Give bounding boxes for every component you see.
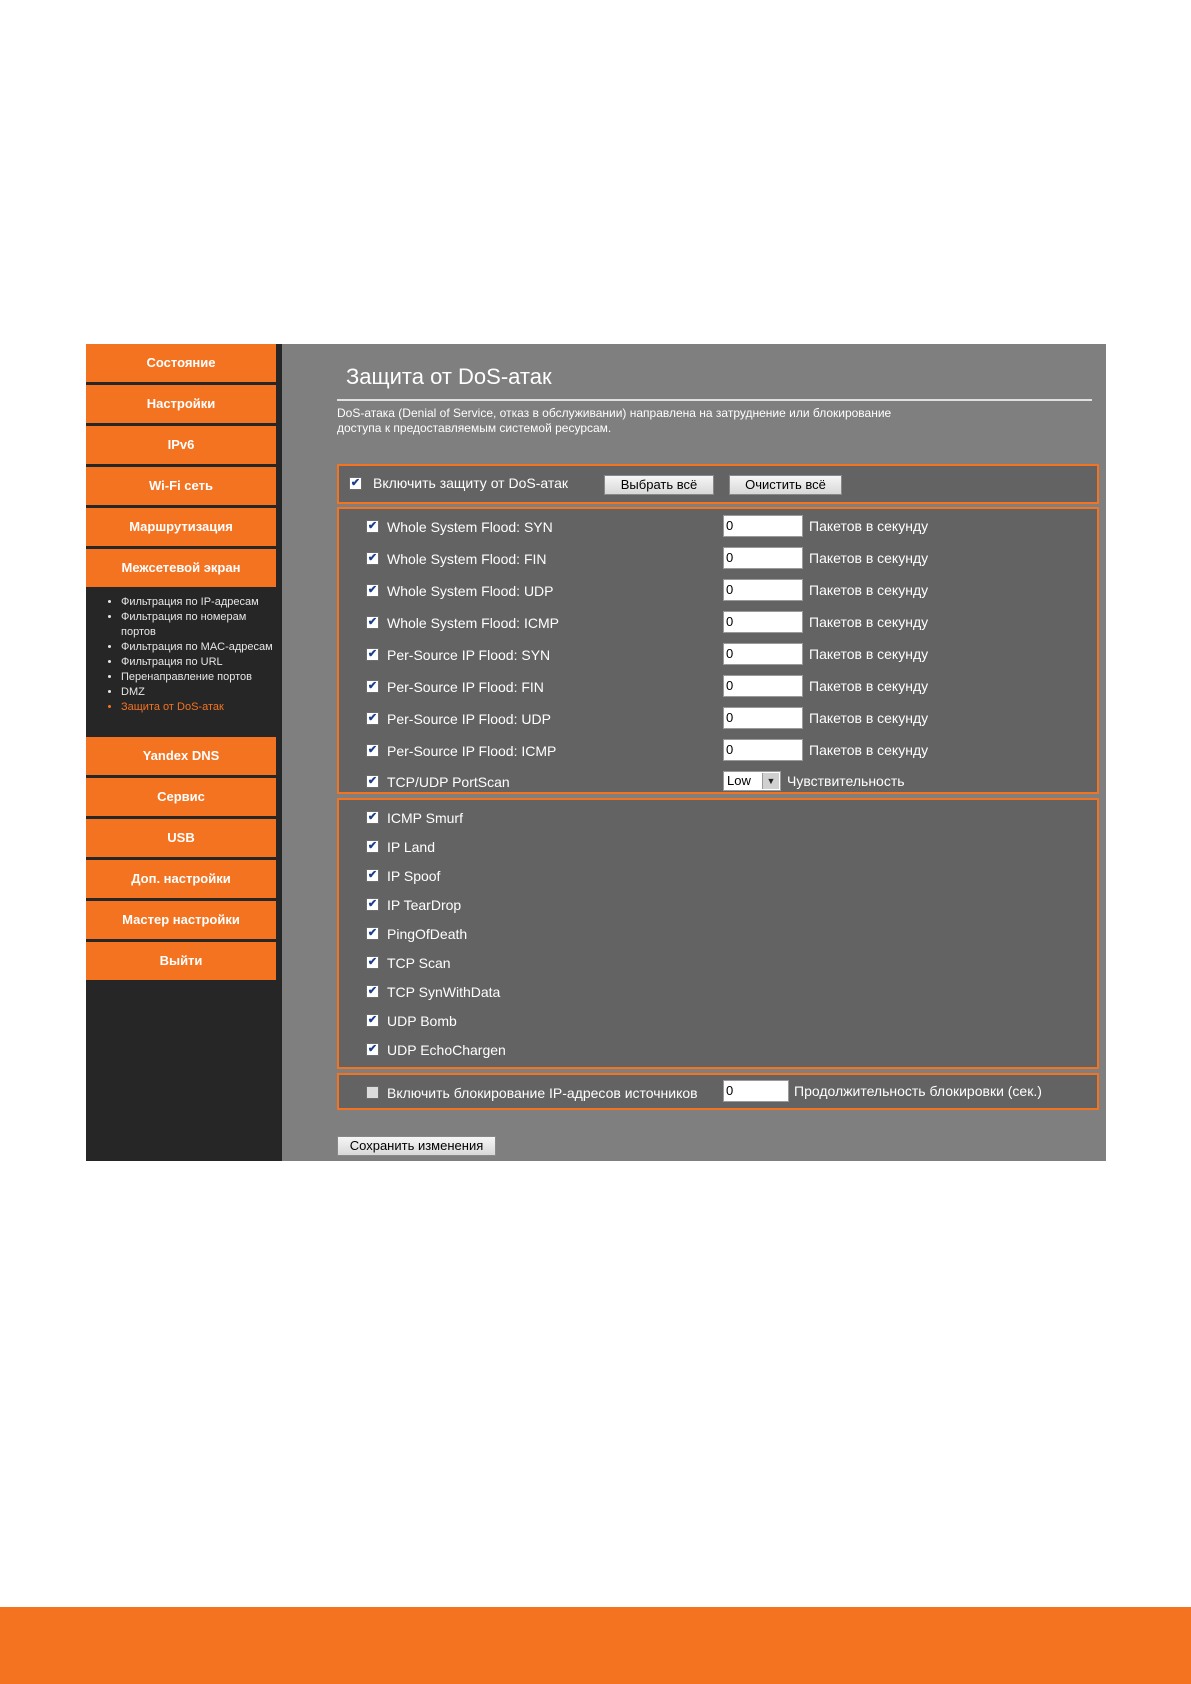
portscan-checkbox[interactable]: ✔ bbox=[367, 775, 378, 787]
enable-section bbox=[337, 464, 1099, 504]
nav-firewall[interactable]: Межсетевой экран bbox=[86, 549, 276, 587]
save-button[interactable]: Сохранить изменения bbox=[337, 1136, 496, 1156]
flood-unit-label: Пакетов в секунду bbox=[809, 646, 929, 662]
submenu-url-filter[interactable]: • Фильтрация по URL bbox=[121, 655, 282, 670]
flood-rate-input[interactable]: 0 bbox=[723, 547, 803, 569]
flood-checkbox[interactable]: ✔ bbox=[367, 712, 378, 724]
nav-wifi[interactable]: Wi-Fi сеть bbox=[86, 467, 276, 505]
block-ip-label: Включить блокирование IP-адресов источников bbox=[387, 1085, 698, 1101]
flood-label: Per-Source IP Flood: SYN bbox=[387, 647, 551, 663]
attack-label: UDP EchoChargen bbox=[387, 1042, 506, 1058]
router-admin-screenshot bbox=[86, 344, 1106, 1161]
attack-label: IP Land bbox=[387, 839, 436, 855]
submenu-port-filter[interactable]: • Фильтрация по номерам портов bbox=[121, 610, 282, 640]
attack-checkbox[interactable]: ✔ bbox=[367, 869, 378, 881]
attack-label: TCP SynWithData bbox=[387, 984, 501, 1000]
select-all-button[interactable]: Выбрать всё bbox=[604, 475, 714, 495]
nav-usb[interactable]: USB bbox=[86, 819, 276, 857]
submenu-port-forwarding[interactable]: • Перенаправление портов bbox=[121, 670, 282, 685]
flood-checkbox[interactable]: ✔ bbox=[367, 744, 378, 756]
page-title: Защита от DoS-атак bbox=[346, 364, 552, 389]
flood-label: Per-Source IP Flood: UDP bbox=[387, 711, 551, 727]
firewall-submenu bbox=[86, 595, 282, 715]
page-description: DoS-атака (Denial of Service, отказ в обслуживании) направлена на затруднение или блокирование доступа к предоставляемым системой ресурсам. bbox=[337, 406, 892, 435]
flood-checkbox[interactable]: ✔ bbox=[367, 616, 378, 628]
attack-checkbox[interactable]: ✔ bbox=[367, 1043, 378, 1055]
submenu-ip-filter[interactable]: • Фильтрация по IP-адресам bbox=[121, 595, 282, 610]
attack-checkbox[interactable]: ✔ bbox=[367, 898, 378, 910]
clear-all-button[interactable]: Очистить всё bbox=[729, 475, 842, 495]
nav-wizard[interactable]: Мастер настройки bbox=[86, 901, 276, 939]
nav-advanced[interactable]: Доп. настройки bbox=[86, 860, 276, 898]
flood-rate-input[interactable]: 0 bbox=[723, 739, 803, 761]
nav-logout[interactable]: Выйти bbox=[86, 942, 276, 980]
attack-section bbox=[337, 798, 1099, 1069]
flood-unit-label: Пакетов в секунду bbox=[809, 614, 929, 630]
enable-dos-checkbox[interactable]: ✔ bbox=[350, 477, 361, 489]
flood-checkbox[interactable]: ✔ bbox=[367, 680, 378, 692]
attack-label: IP Spoof bbox=[387, 868, 441, 884]
attack-label: PingOfDeath bbox=[387, 926, 468, 942]
block-duration-label: Продолжительность блокировки (сек.) bbox=[794, 1083, 1042, 1099]
flood-checkbox[interactable]: ✔ bbox=[367, 648, 378, 660]
attack-label: ICMP Smurf bbox=[387, 810, 463, 826]
flood-label: Whole System Flood: SYN bbox=[387, 519, 553, 535]
flood-label: Whole System Flood: ICMP bbox=[387, 615, 559, 631]
attack-label: IP TearDrop bbox=[387, 897, 462, 913]
flood-unit-label: Пакетов в секунду bbox=[809, 582, 929, 598]
flood-rate-input[interactable]: 0 bbox=[723, 515, 803, 537]
nav-yandex-dns[interactable]: Yandex DNS bbox=[86, 737, 276, 775]
footer-bar bbox=[0, 1607, 1191, 1684]
attack-checkbox[interactable]: ✔ bbox=[367, 811, 378, 823]
attack-checkbox[interactable]: ✔ bbox=[367, 985, 378, 997]
enable-dos-label: Включить защиту от DoS-атак bbox=[373, 475, 569, 491]
main-panel bbox=[282, 344, 1106, 1161]
flood-checkbox[interactable]: ✔ bbox=[367, 552, 378, 564]
attack-checkbox[interactable]: ✔ bbox=[367, 927, 378, 939]
flood-unit-label: Пакетов в секунду bbox=[809, 742, 929, 758]
sidebar bbox=[86, 344, 282, 1161]
flood-checkbox[interactable]: ✔ bbox=[367, 584, 378, 596]
portscan-sensitivity-select[interactable] bbox=[723, 771, 781, 791]
block-section bbox=[337, 1073, 1099, 1110]
flood-rate-input[interactable]: 0 bbox=[723, 579, 803, 601]
attack-checkbox[interactable]: ✔ bbox=[367, 840, 378, 852]
nav-ipv6[interactable]: IPv6 bbox=[86, 426, 276, 464]
flood-unit-label: Пакетов в секунду bbox=[809, 518, 929, 534]
flood-rate-input[interactable]: 0 bbox=[723, 643, 803, 665]
submenu-dmz[interactable]: • DMZ bbox=[121, 685, 282, 700]
attack-label: TCP Scan bbox=[387, 955, 451, 971]
flood-rate-input[interactable]: 0 bbox=[723, 675, 803, 697]
flood-checkbox[interactable]: ✔ bbox=[367, 520, 378, 532]
flood-unit-label: Пакетов в секунду bbox=[809, 678, 929, 694]
flood-label: Per-Source IP Flood: FIN bbox=[387, 679, 544, 695]
flood-label: Whole System Flood: FIN bbox=[387, 551, 547, 567]
portscan-selected-value: Low bbox=[727, 773, 751, 788]
attack-checkbox[interactable]: ✔ bbox=[367, 1014, 378, 1026]
flood-rate-input[interactable]: 0 bbox=[723, 707, 803, 729]
flood-unit-label: Пакетов в секунду bbox=[809, 550, 929, 566]
submenu-mac-filter[interactable]: • Фильтрация по MAC-адресам bbox=[121, 640, 282, 655]
portscan-unit-label: Чувствительность bbox=[787, 773, 905, 789]
title-divider bbox=[337, 399, 1092, 401]
flood-unit-label: Пакетов в секунду bbox=[809, 710, 929, 726]
flood-label: Whole System Flood: UDP bbox=[387, 583, 554, 599]
nav-service[interactable]: Сервис bbox=[86, 778, 276, 816]
nav-settings[interactable]: Настройки bbox=[86, 385, 276, 423]
flood-rate-input[interactable]: 0 bbox=[723, 611, 803, 633]
attack-checkbox[interactable]: ✔ bbox=[367, 956, 378, 968]
flood-section bbox=[337, 507, 1099, 794]
flood-label: Per-Source IP Flood: ICMP bbox=[387, 743, 557, 759]
chevron-down-icon[interactable]: ▼ bbox=[762, 773, 779, 789]
portscan-label: TCP/UDP PortScan bbox=[387, 774, 510, 790]
attack-label: UDP Bomb bbox=[387, 1013, 457, 1029]
block-ip-checkbox[interactable] bbox=[366, 1086, 379, 1099]
block-duration-input[interactable]: 0 bbox=[723, 1080, 789, 1102]
submenu-dos-protection[interactable]: • Защита от DoS-атак bbox=[121, 700, 282, 715]
nav-routing[interactable]: Маршрутизация bbox=[86, 508, 276, 546]
nav-status[interactable]: Состояние bbox=[86, 344, 276, 382]
